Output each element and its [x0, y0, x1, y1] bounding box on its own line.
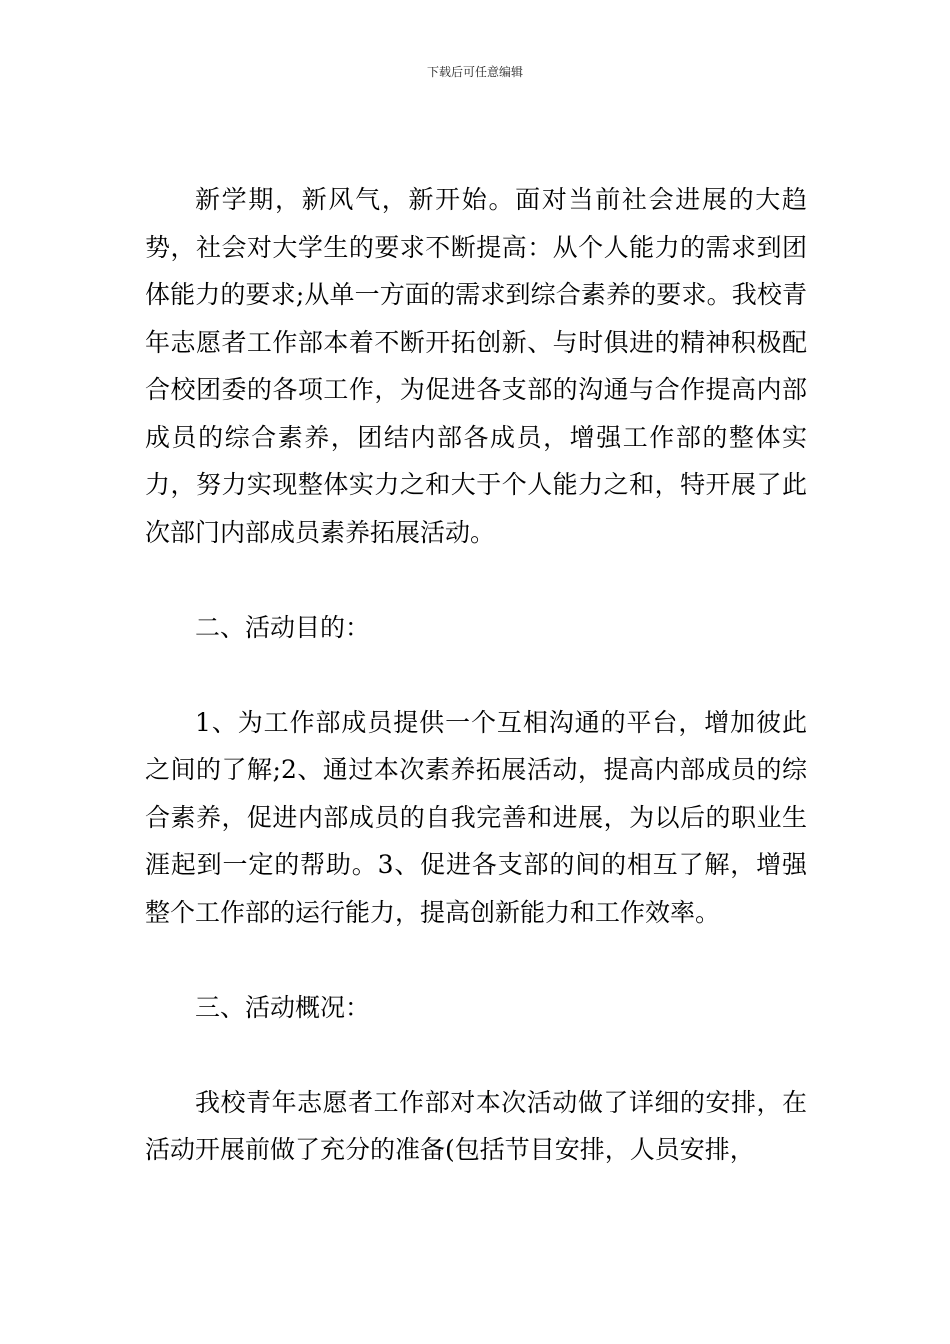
paragraph-gap — [145, 556, 807, 604]
paragraph-gap — [145, 936, 807, 984]
purpose-paragraph: 1、为工作部成员提供一个互相沟通的平台，增加彼此之间的了解;2、通过本次素养拓展活动，提高内部成员的综合素养，促进内部成员的自我完善和进展，为以后的职业生涯起到一定的帮助。3、促进各支部的间的相互了解，增强整个工作部的运行能力，提高创新能力和工作效率。 — [145, 707, 807, 927]
page-header: 下载后可任意编辑 — [426, 65, 523, 79]
section-heading-purpose: 二、活动目的： — [195, 612, 371, 642]
section-heading-overview: 三、活动概况： — [195, 992, 371, 1022]
paragraph-gap — [145, 1031, 807, 1079]
paragraph-gap — [145, 651, 807, 699]
intro-paragraph: 新学期，新风气，新开始。面对当前社会进展的大趋势，社会对大学生的要求不断提高：从个人能力的需求到团体能力的要求;从单一方面的需求到综合素养的要求。我校青年志愿者工作部本着不断开拓创新、与时俱进的精神积极配合校团委的各项工作，为促进各支部的沟通与合作提高内部成员的综合素养，团结内部各成员，增强工作部的整体实力，努力实现整体实力之和大于个人能力之和，特开展了此次部门内部成员素养拓展活动。 — [145, 185, 807, 547]
overview-paragraph: 我校青年志愿者工作部对本次活动做了详细的安排，在活动开展前做了充分的准备(包括节目安排，人员安排， — [145, 1087, 807, 1164]
document-body — [145, 176, 807, 1174]
